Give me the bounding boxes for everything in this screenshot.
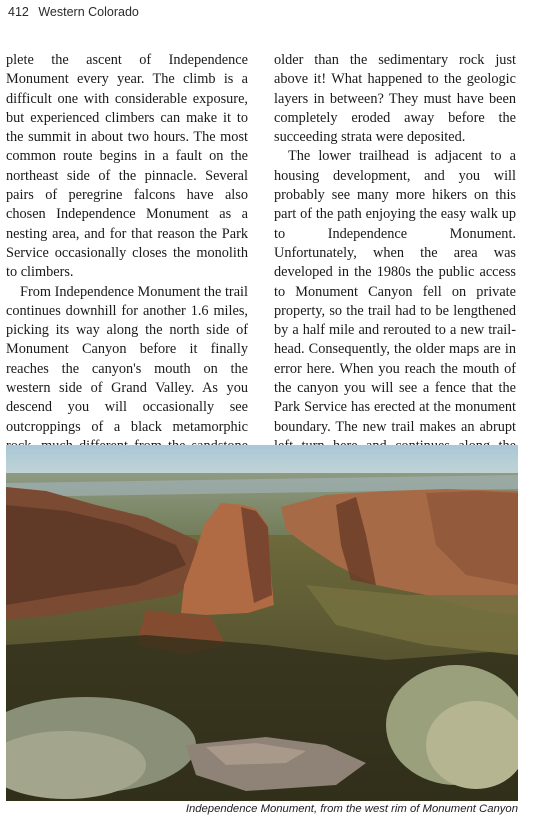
paragraph-continued: plete the ascent of Independence Monument every year. The climb is a difficult one with considerable exposure, but experienced climbers can make it to the summit in about two hours. The most common route begins in a fault on the northeast side of the pinnacle. Several pairs of peregrine falcons have also chosen Independence Monument as a nesting area, and for that reason the Park Service occasionally closes the monolith to climbers. (6, 52, 248, 281)
canyon-photograph (6, 445, 518, 801)
paragraph-trail-descent: From Independence Monument the trail continues downhill for another 1.6 miles, picking its way along the north side of Monument Canyon before it finally reaches the canyon's mouth on the western side of Grand Valley. As you descend you will occasionally see outcroppings of a black metamorphic (6, 283, 248, 435)
paragraph-lower-trailhead: The lower trailhead is adjacent to a housing development, and you will probably see many more hikers on this part of the path enjoying the easy walk up to Independence Monument. Unfortunately, when the area was developed in the 1980s the public access to Monument Canyon fell on private property, so the trail had to be lengthened by a half mile and rerouted to a new trailhead. Consequently, the older maps are in error here. When you reach the mouth of the canyon you will see a fence that the Park Service has erected at the monument boundary. The new trail makes an abrupt (274, 148, 516, 435)
paragraph-geology: older than the sedimentary rock just above it! What happened to the geologic layers in between? They must have been completely eroded away before the succeeding strata were deposited. (274, 52, 516, 146)
page-number: 412 (8, 5, 29, 19)
canyon-illustration (6, 445, 518, 801)
running-header (8, 5, 139, 19)
photo-caption: Independence Monument, from the west rim of Monument Canyon (185, 803, 518, 815)
running-title: Western Colorado (38, 5, 139, 19)
